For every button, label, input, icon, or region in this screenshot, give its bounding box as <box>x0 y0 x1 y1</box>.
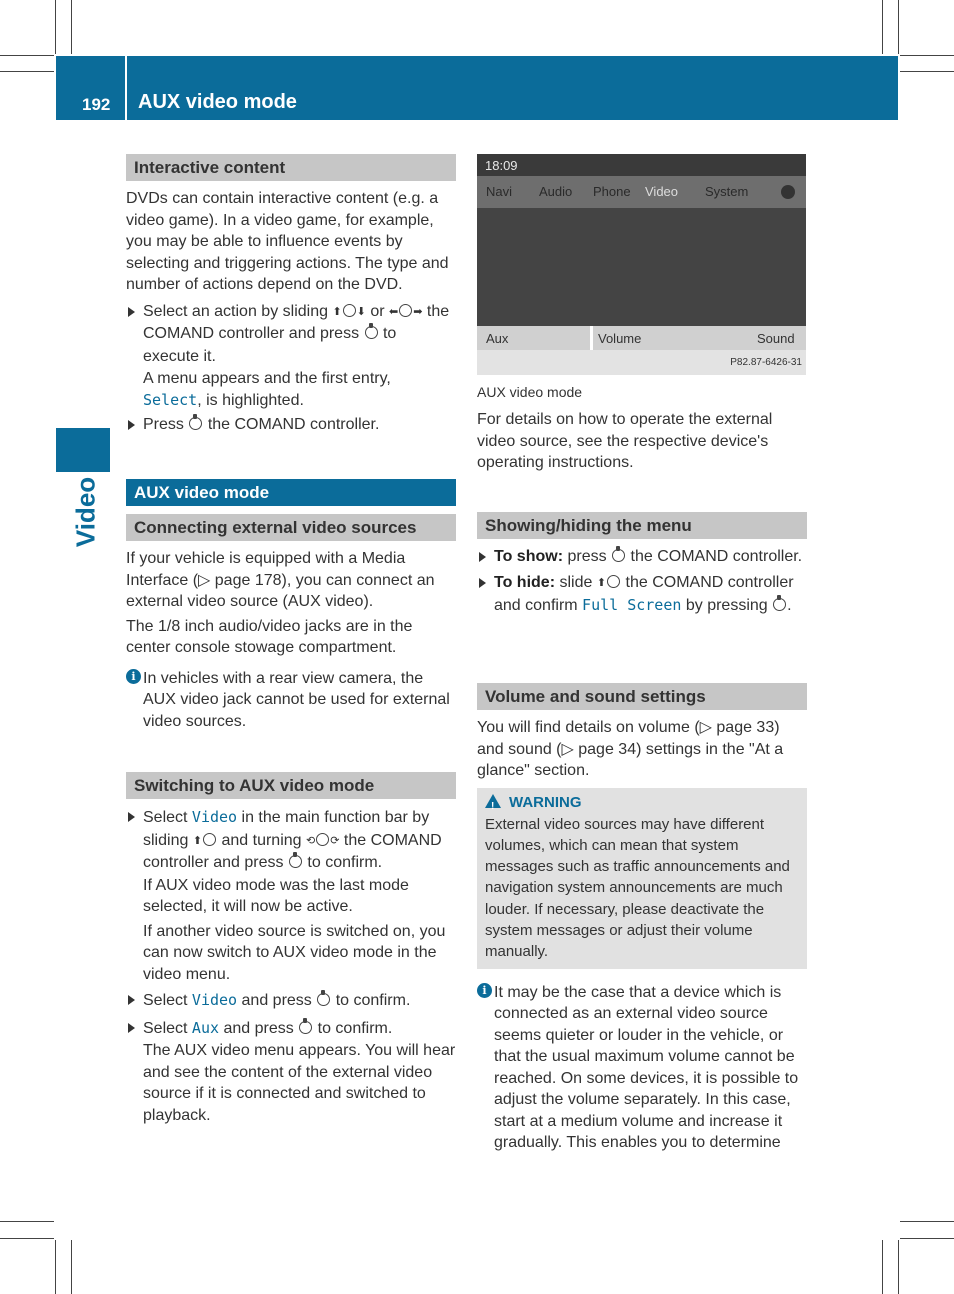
left-column <box>126 154 456 437</box>
section-heading: Showing/hiding the menu <box>477 512 807 539</box>
controller-icon <box>399 304 412 317</box>
chapter-heading: AUX video mode <box>126 479 456 506</box>
screen-status-bar <box>477 154 806 176</box>
step-note: A menu appears and the first entry, Select, is highlighted. <box>143 370 391 409</box>
press-icon <box>365 326 378 339</box>
warning-box <box>477 788 807 969</box>
crop-mark <box>882 1240 883 1294</box>
crop-mark <box>0 71 54 72</box>
screen-menu-video: Video <box>645 184 679 199</box>
controller-icon <box>343 304 356 317</box>
step-item: To hide: slide ⬆ the COMAND controller and confirm Full Screen by pressing . <box>477 572 807 618</box>
screen-menu-navi: Navi <box>486 184 513 199</box>
side-tab-marker <box>56 428 110 472</box>
screen-bottom-separator <box>590 326 593 350</box>
crop-mark <box>900 55 954 56</box>
screen-bottom-aux: Aux <box>486 331 509 346</box>
section-heading: Connecting external video sources <box>126 514 456 541</box>
info-note: i It may be the case that a device which is connected as an external video source seems quieter or louder in the vehicle, or that the usual maximum volume cannot be reached. On some devices, it is possible to adjust the volume separately. In this case, start at a medium volume and increase it gradually. This enables you to determine <box>477 982 807 1154</box>
controller-icon <box>203 833 216 846</box>
crop-mark <box>900 1238 954 1239</box>
crop-mark <box>71 0 72 54</box>
left-column-aux <box>126 479 456 732</box>
page-title: AUX video mode <box>138 91 297 113</box>
controller-icon <box>316 833 329 846</box>
crop-mark <box>882 0 883 54</box>
info-note: i In vehicles with a rear view camera, the AUX video jack cannot be used for external video sources. <box>126 668 456 733</box>
slide-up-icon: ⬆ <box>192 834 203 847</box>
step-note: The AUX video menu appears. You will hear and see the content of the external video source if it is connected and switched to playback. <box>143 1042 456 1124</box>
right-column-volume <box>477 683 807 1154</box>
screen-menu-globe-icon <box>781 185 795 199</box>
section-heading: Interactive content <box>126 154 456 181</box>
screen-menu-system: System <box>705 184 749 199</box>
info-icon: i <box>477 983 492 998</box>
step-item: Select an action by sliding ⬆ ⬇ or ⬅ ➡ the COMAND controller and press to execute it. <box>126 301 456 369</box>
step-item: Select Video in the main function bar by sliding ⬆ and turning ⟲ ⟳ the COMAND controller and press to confirm. <box>126 806 456 875</box>
screen-bottom-bar <box>477 326 806 350</box>
crop-mark <box>900 71 954 72</box>
slide-down-icon: ⬇ <box>356 305 366 318</box>
slide-up-icon: ⬆ <box>596 576 607 589</box>
turn-icon: ⟲ <box>306 834 316 847</box>
image-caption: AUX video mode <box>477 384 583 400</box>
press-icon <box>189 417 202 430</box>
step-item: To show: press the COMAND controller. <box>477 546 807 569</box>
menu-entry-aux: Aux <box>191 1018 220 1037</box>
left-column-switching <box>126 772 456 1126</box>
crop-mark <box>900 1221 954 1222</box>
section-heading: Volume and sound settings <box>477 683 807 710</box>
crop-mark <box>0 55 54 56</box>
aux-video-screenshot <box>477 154 806 375</box>
screen-video-area <box>477 208 806 326</box>
menu-entry-video: Video <box>191 991 238 1009</box>
press-icon <box>612 549 625 562</box>
turn-icon: ⟳ <box>330 834 340 847</box>
slide-left-icon: ⬅ <box>389 305 399 318</box>
right-column <box>477 409 807 474</box>
side-tab-label: Video <box>70 476 101 548</box>
crop-mark <box>0 1238 54 1239</box>
press-icon <box>773 598 786 611</box>
step-note: If another video source is switched on, you can now switch to AUX video mode in the video menu. <box>143 922 446 983</box>
crop-mark <box>0 1221 54 1222</box>
screen-menu-phone: Phone <box>593 184 631 199</box>
step-note: If AUX video mode was the last mode selected, it will now be active. <box>143 876 409 915</box>
paragraph: If your vehicle is equipped with a Media Interface (▷ page 178), you can connect an external video source (AUX video). <box>126 550 435 610</box>
crop-mark <box>898 1240 899 1294</box>
info-icon: i <box>126 669 141 684</box>
paragraph: DVDs can contain interactive content (e.g. a video game). In a video game, for example, you may be able to influence events by selecting and triggering actions. The type and number of actions depend on the DVD. <box>126 190 449 293</box>
screen-bottom-volume: Volume <box>598 331 642 346</box>
press-icon <box>299 1021 312 1034</box>
paragraph: For details on how to operate the external video source, see the respective device's operating instructions. <box>477 411 773 471</box>
paragraph: You will find details on volume (▷ page 33) and sound (▷ page 34) settings in the "At a glance" section. <box>477 719 784 779</box>
section-heading: Switching to AUX video mode <box>126 772 456 799</box>
crop-mark <box>71 1240 72 1294</box>
crop-mark <box>55 0 56 54</box>
screen-time: 18:09 <box>485 158 518 173</box>
screen-menu-audio: Audio <box>539 184 573 199</box>
crop-mark <box>55 1240 56 1294</box>
screen-footer <box>477 350 806 375</box>
press-icon <box>289 855 302 868</box>
slide-right-icon: ➡ <box>413 305 423 318</box>
screen-bottom-sound: Sound <box>757 331 795 346</box>
crop-mark <box>898 0 899 54</box>
right-column-showing <box>477 512 807 618</box>
warning-title: !WARNING <box>485 792 799 814</box>
warning-text: External video sources may have different volumes, which can mean that system messages such as traffic announcements and navigation system announcements are much louder. If necessary, please deactivate the system messages or adjust their volume manually. <box>485 815 790 961</box>
menu-entry-full-screen: Full Screen <box>582 596 682 614</box>
header-separator <box>125 56 127 120</box>
press-icon <box>317 993 330 1006</box>
menu-entry-select: Select <box>143 390 198 409</box>
paragraph: The 1/8 inch audio/video jacks are in the center console stowage compartment. <box>126 617 413 656</box>
step-item: Select Aux and press to confirm. <box>126 1017 456 1041</box>
screen-main-menu <box>477 176 806 208</box>
page-number: 192 <box>82 95 111 114</box>
slide-up-icon: ⬆ <box>332 305 342 318</box>
side-tab <box>62 472 110 552</box>
step-item: Press the COMAND controller. <box>126 414 456 437</box>
step-item: Select Video and press to confirm. <box>126 989 456 1013</box>
warning-icon <box>485 794 501 808</box>
image-code: P82.87-6426-31 <box>730 357 802 368</box>
menu-entry-video: Video <box>191 808 238 826</box>
controller-icon <box>607 575 620 588</box>
